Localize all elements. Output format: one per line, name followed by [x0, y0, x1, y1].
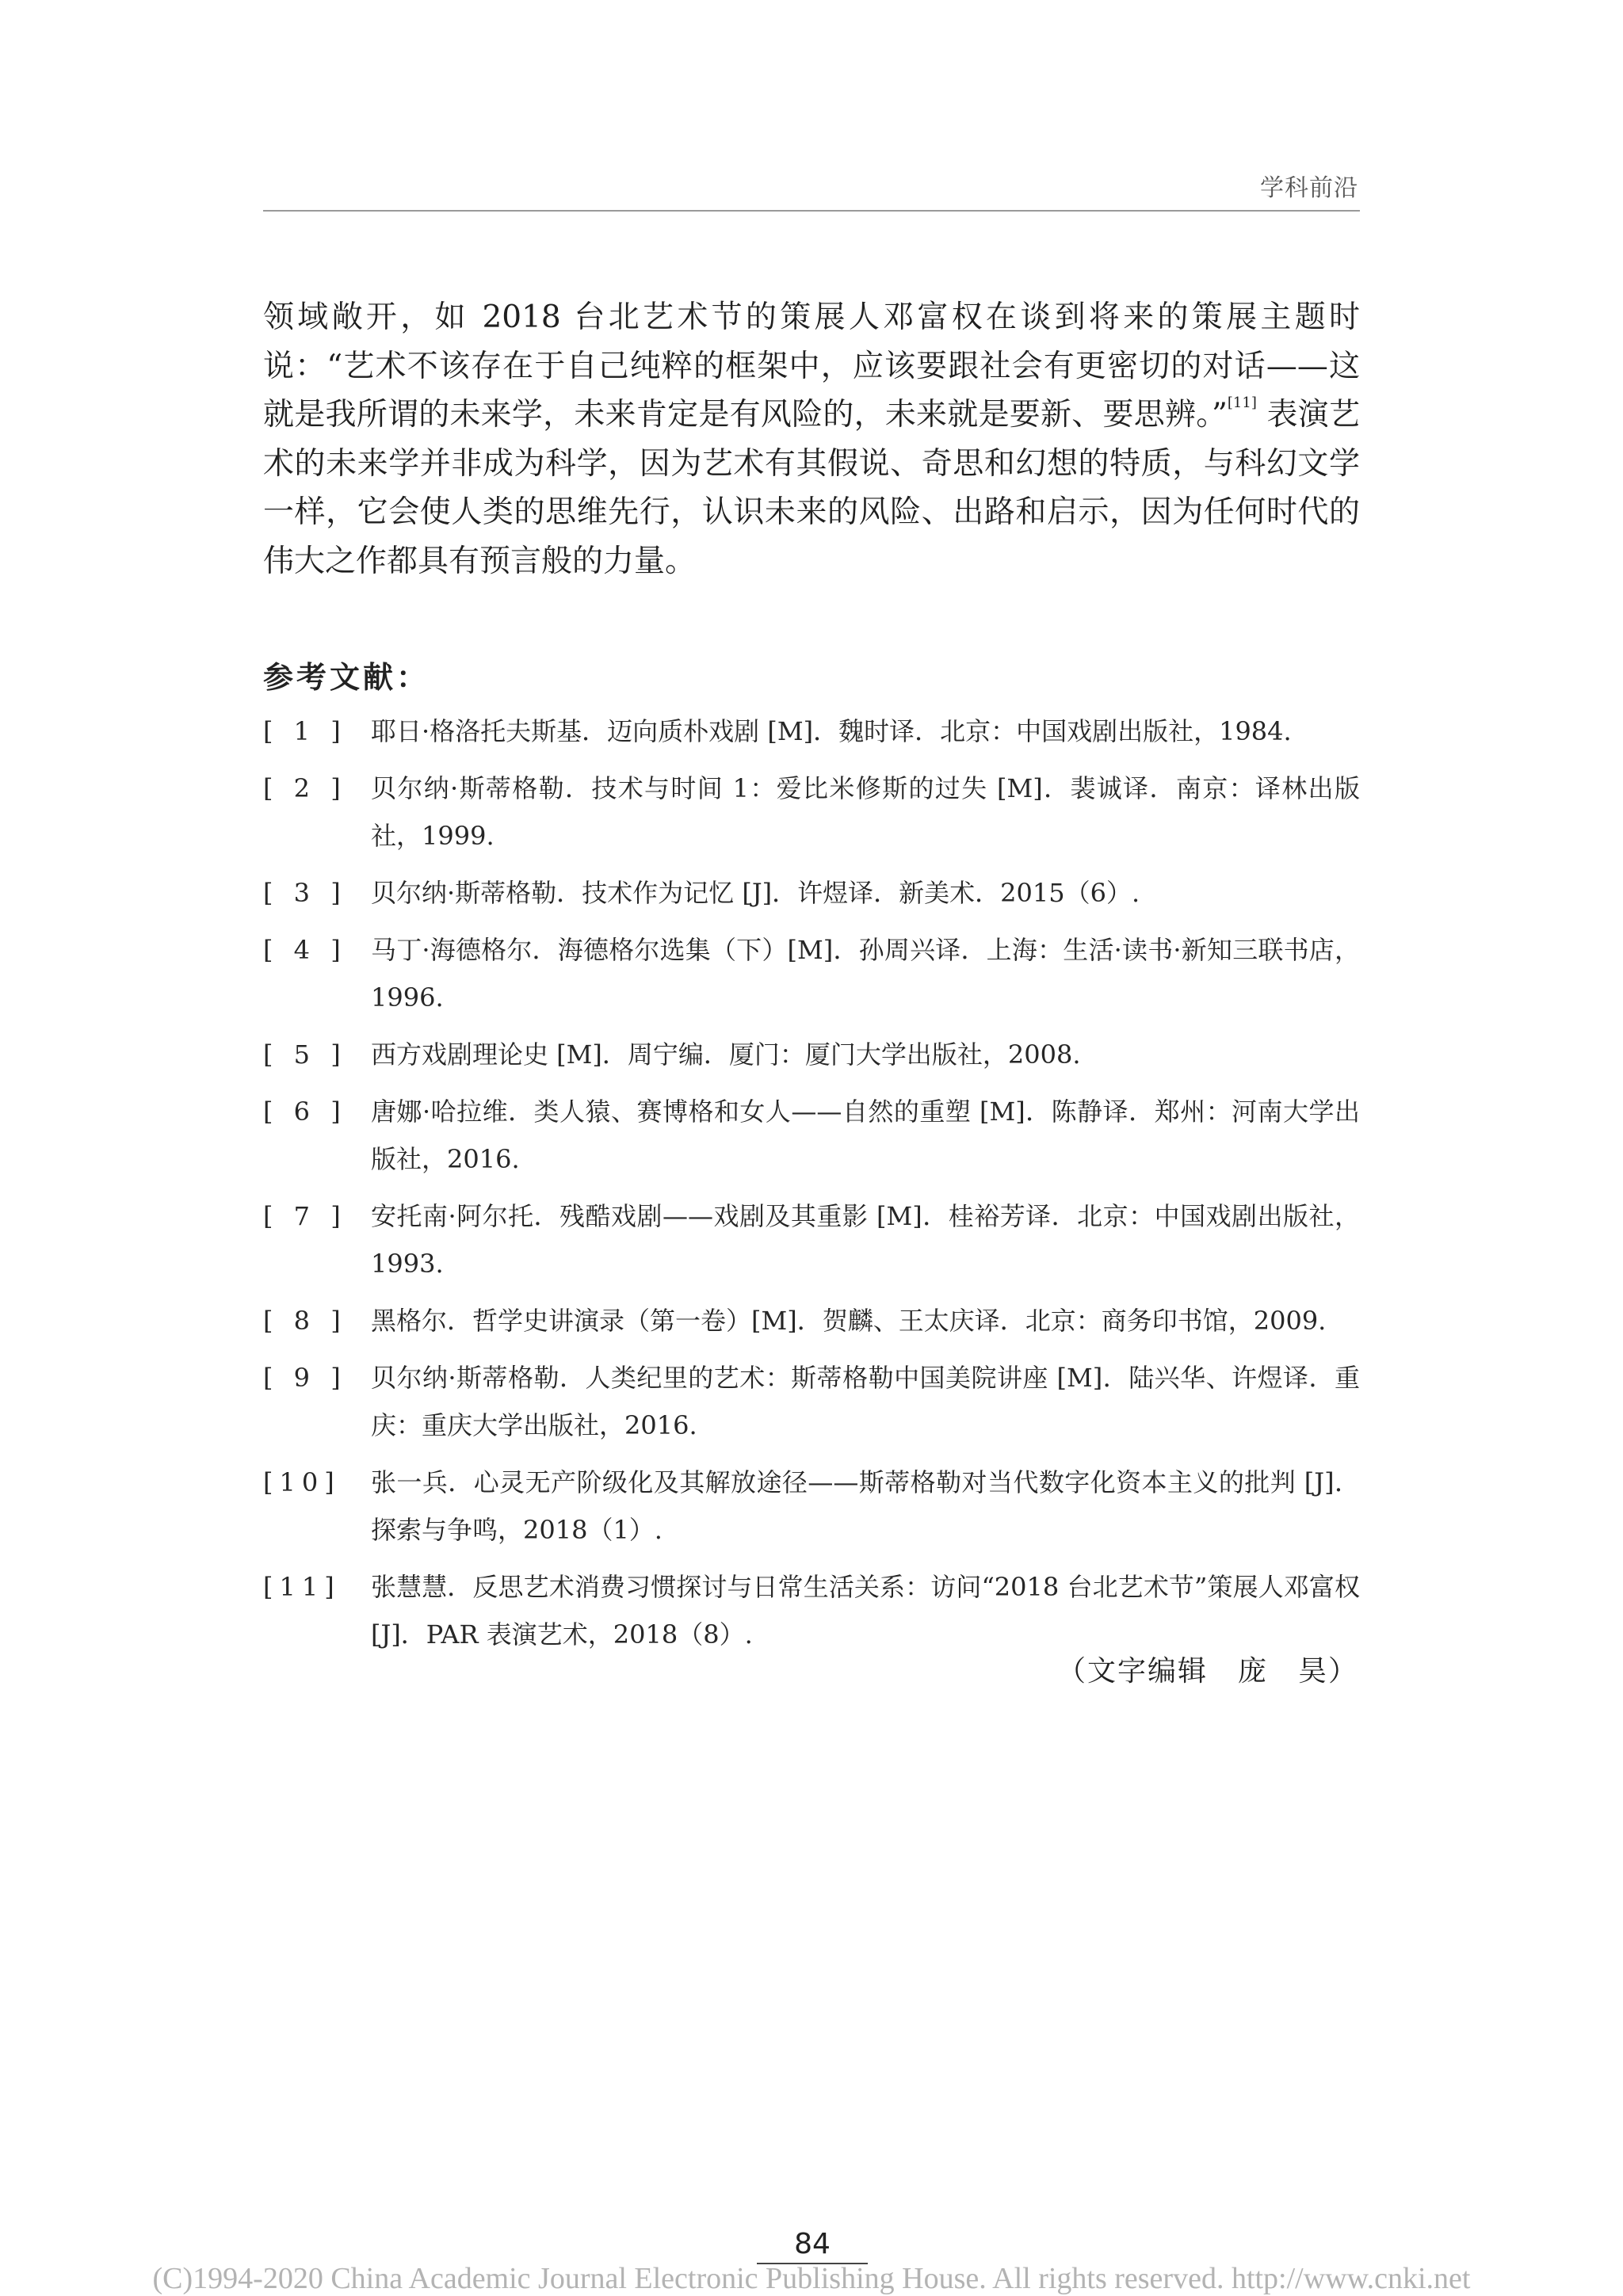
- references-heading: 参考文献：: [263, 660, 430, 695]
- section-title: 学科前沿: [1260, 174, 1358, 202]
- reference-item: [263, 869, 1360, 917]
- reference-item: [263, 1563, 1360, 1658]
- reference-number: [ 3 ]: [263, 878, 347, 908]
- body-text-after-citation: 表演艺术的未来学并非成为科学，因为艺术有其假说、奇思和幻想的特质，与科幻文学一样，它会使人类的思维先行，认识未来的风险、出路和启示，因为任何时代的伟大之作都具有预言般的力量。: [263, 397, 1360, 579]
- citation-marker[interactable]: [11]: [1227, 395, 1257, 411]
- reference-text: 西方戏剧理论史 [M]．周宁编．厦门：厦门大学出版社，2008.: [371, 1039, 1081, 1070]
- reference-item: [263, 1192, 1360, 1287]
- reference-number: [ 6 ]: [263, 1097, 347, 1127]
- reference-number: [ 5 ]: [263, 1039, 347, 1070]
- reference-item: [263, 1031, 1360, 1078]
- body-text-before-citation: 领域敞开，如 2018 台北艺术节的策展人邓富权在谈到将来的策展主题时说：“艺术不该存在于自己纯粹的框架中，应该要跟社会有更密切的对话——这就是我所谓的未来学，未来肯定是有风险的，未来就是要新、要思辨。”: [263, 299, 1360, 433]
- reference-text: 张慧慧．反思艺术消费习惯探讨与日常生活关系：访问“2018 台北艺术节”策展人邓富权 [J]．PAR 表演艺术，2018（8）.: [371, 1572, 1360, 1650]
- reference-text: 安托南·阿尔托．残酷戏剧——戏剧及其重影 [M]．桂裕芳译．北京：中国戏剧出版社，1993.: [371, 1201, 1360, 1279]
- reference-number: [10]: [263, 1467, 341, 1497]
- reference-text: 贝尔纳·斯蒂格勒．技术作为记忆 [J]．许煜译．新美术．2015（6）.: [371, 878, 1140, 908]
- reference-number: [ 7 ]: [263, 1201, 347, 1231]
- reference-text: 耶日·格洛托夫斯基．迈向质朴戏剧 [M]．魏时译．北京：中国戏剧出版社，1984.: [371, 716, 1292, 746]
- reference-number: [ 8 ]: [263, 1306, 347, 1336]
- reference-text: 贝尔纳·斯蒂格勒．技术与时间 1：爱比米修斯的过失 [M]．裴诚译．南京：译林出版社，1999.: [371, 773, 1360, 851]
- reference-number: [ 9 ]: [263, 1363, 347, 1393]
- reference-text: 张一兵．心灵无产阶级化及其解放途径——斯蒂格勒对当代数字化资本主义的批判 [J]．探索与争鸣，2018（1）.: [371, 1467, 1360, 1545]
- reference-item: [263, 926, 1360, 1021]
- reference-text: 贝尔纳·斯蒂格勒．人类纪里的艺术：斯蒂格勒中国美院讲座 [M]．陆兴华、许煜译．重庆：重庆大学出版社，2016.: [371, 1363, 1360, 1440]
- reference-text: 唐娜·哈拉维．类人猿、赛博格和女人——自然的重塑 [M]．陈静译．郑州：河南大学出版社，2016.: [371, 1097, 1360, 1174]
- reference-item: [263, 1297, 1360, 1344]
- header-divider: [263, 210, 1360, 212]
- reference-item: [263, 1088, 1360, 1183]
- reference-item: [263, 1354, 1360, 1449]
- reference-item: [263, 1459, 1360, 1554]
- reference-item: [263, 765, 1360, 860]
- reference-list: [263, 707, 1360, 1668]
- reference-text: 马丁·海德格尔．海德格尔选集（下）[M]．孙周兴译．上海：生活·读书·新知三联书店，1996.: [371, 935, 1360, 1013]
- page-number: 84: [794, 2228, 831, 2260]
- copyright-watermark: (C)1994-2020 China Academic Journal Electronic Publishing House. All rights reserved. http://www.cnki.net: [152, 2262, 1471, 2295]
- editor-note: （文字编辑 庞 昊）: [1056, 1655, 1358, 1688]
- body-paragraph: [263, 293, 1360, 585]
- reference-number: [ 1 ]: [263, 716, 347, 746]
- reference-number: [11]: [263, 1572, 341, 1602]
- reference-number: [ 2 ]: [263, 773, 347, 803]
- reference-item: [263, 707, 1360, 755]
- reference-text: 黑格尔．哲学史讲演录（第一卷）[M]．贺麟、王太庆译．北京：商务印书馆，2009.: [371, 1306, 1327, 1336]
- reference-number: [ 4 ]: [263, 935, 347, 965]
